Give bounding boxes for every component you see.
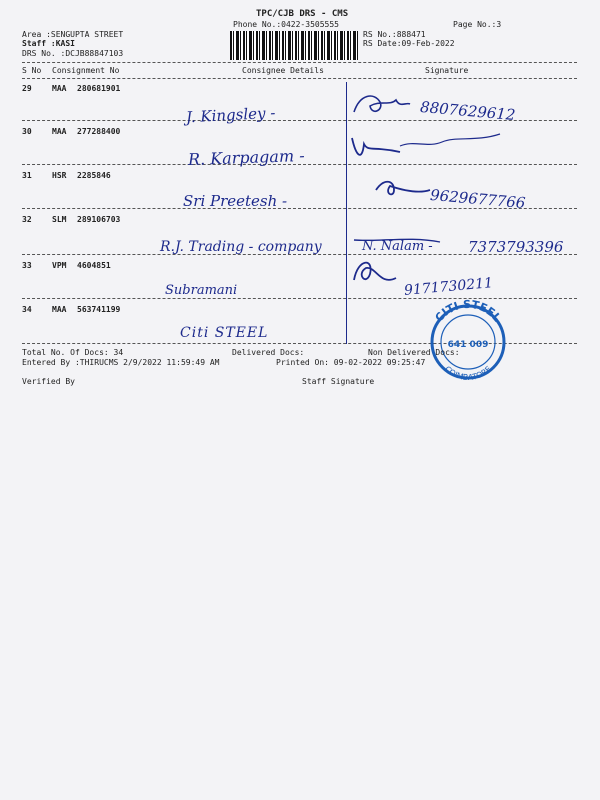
printed-on: Printed On: 09-02-2022 09:25:47 xyxy=(276,358,426,367)
row-consignment: 277288400 xyxy=(77,127,121,136)
row-consignment: 2285846 xyxy=(77,171,111,180)
row-prefix: MAA xyxy=(52,84,67,93)
signature-phone-number: 9629677766 xyxy=(429,185,527,213)
page-number: Page No.:3 xyxy=(453,20,502,29)
svg-text:641 009: 641 009 xyxy=(447,340,489,350)
signature-phone-number: 9171730211 xyxy=(403,275,494,299)
column-signature: Signature xyxy=(425,66,469,75)
signature-name: N. Nalam - xyxy=(362,239,433,254)
row-prefix: VPM xyxy=(52,261,67,270)
divider xyxy=(22,78,577,79)
phone-number: Phone No.:0422-3505555 xyxy=(233,20,339,29)
consignee-handwriting: J. Kingsley - xyxy=(185,103,276,127)
row-prefix: MAA xyxy=(52,305,67,314)
row-consignment: 289106703 xyxy=(77,215,121,224)
row-sno: 31 xyxy=(22,171,32,180)
row-prefix: SLM xyxy=(52,215,67,224)
total-docs: Total No. Of Docs: 34 xyxy=(22,348,124,357)
consignee-handwriting: Sri Preetesh - xyxy=(183,192,288,210)
row-prefix: MAA xyxy=(52,127,67,136)
row-sno: 29 xyxy=(22,84,32,93)
row-sno: 34 xyxy=(22,305,32,314)
signature-phone-number: 7373793396 xyxy=(468,238,564,256)
row-prefix: HSR xyxy=(52,171,67,180)
barcode xyxy=(230,31,358,60)
consignee-handwriting: Subramani xyxy=(165,283,238,298)
column-consignment: Consignment No xyxy=(52,66,120,75)
row-sno: 33 xyxy=(22,261,32,270)
ink-vertical-stroke xyxy=(346,82,347,344)
row-sno: 32 xyxy=(22,215,32,224)
consignee-handwriting: R.J. Trading - company xyxy=(160,239,322,255)
row-consignment: 280681901 xyxy=(77,84,121,93)
row-sno: 30 xyxy=(22,127,32,136)
consignee-handwriting: Citi STEEL xyxy=(180,325,269,341)
rs-date: RS Date:09-Feb-2022 xyxy=(363,39,455,48)
area-label: Area :SENGUPTA STREET xyxy=(22,30,124,39)
company-stamp xyxy=(416,296,520,380)
document-title: TPC/CJB DRS - CMS xyxy=(256,9,349,19)
staff-signature: Staff Signature xyxy=(302,377,375,386)
row-consignment: 4604851 xyxy=(77,261,111,270)
row-consignment: 563741199 xyxy=(77,305,121,314)
consignee-handwriting: R. Karpagam - xyxy=(187,145,305,170)
delivered-docs: Delivered Docs: xyxy=(232,348,305,357)
rs-number: RS No.:888471 xyxy=(363,30,426,39)
divider xyxy=(22,62,577,63)
drs-number: DRS No. :DCJB88847103 xyxy=(22,49,124,58)
column-consignee: Consignee Details xyxy=(242,66,324,75)
entered-by: Entered By :THIRUCMS 2/9/2022 11:59:49 AM xyxy=(22,358,220,367)
staff-label: Staff :KASI xyxy=(22,39,75,48)
svg-text:CITI STEEL: CITI STEEL xyxy=(432,297,504,325)
column-sno: S No xyxy=(22,66,42,75)
verified-by: Verified By xyxy=(22,377,75,386)
svg-text:COIMBATORE: COIMBATORE xyxy=(442,364,494,380)
non-delivered-docs: Non Delivered Docs: xyxy=(368,348,460,357)
signature-phone-number: 8807629612 xyxy=(419,97,517,125)
